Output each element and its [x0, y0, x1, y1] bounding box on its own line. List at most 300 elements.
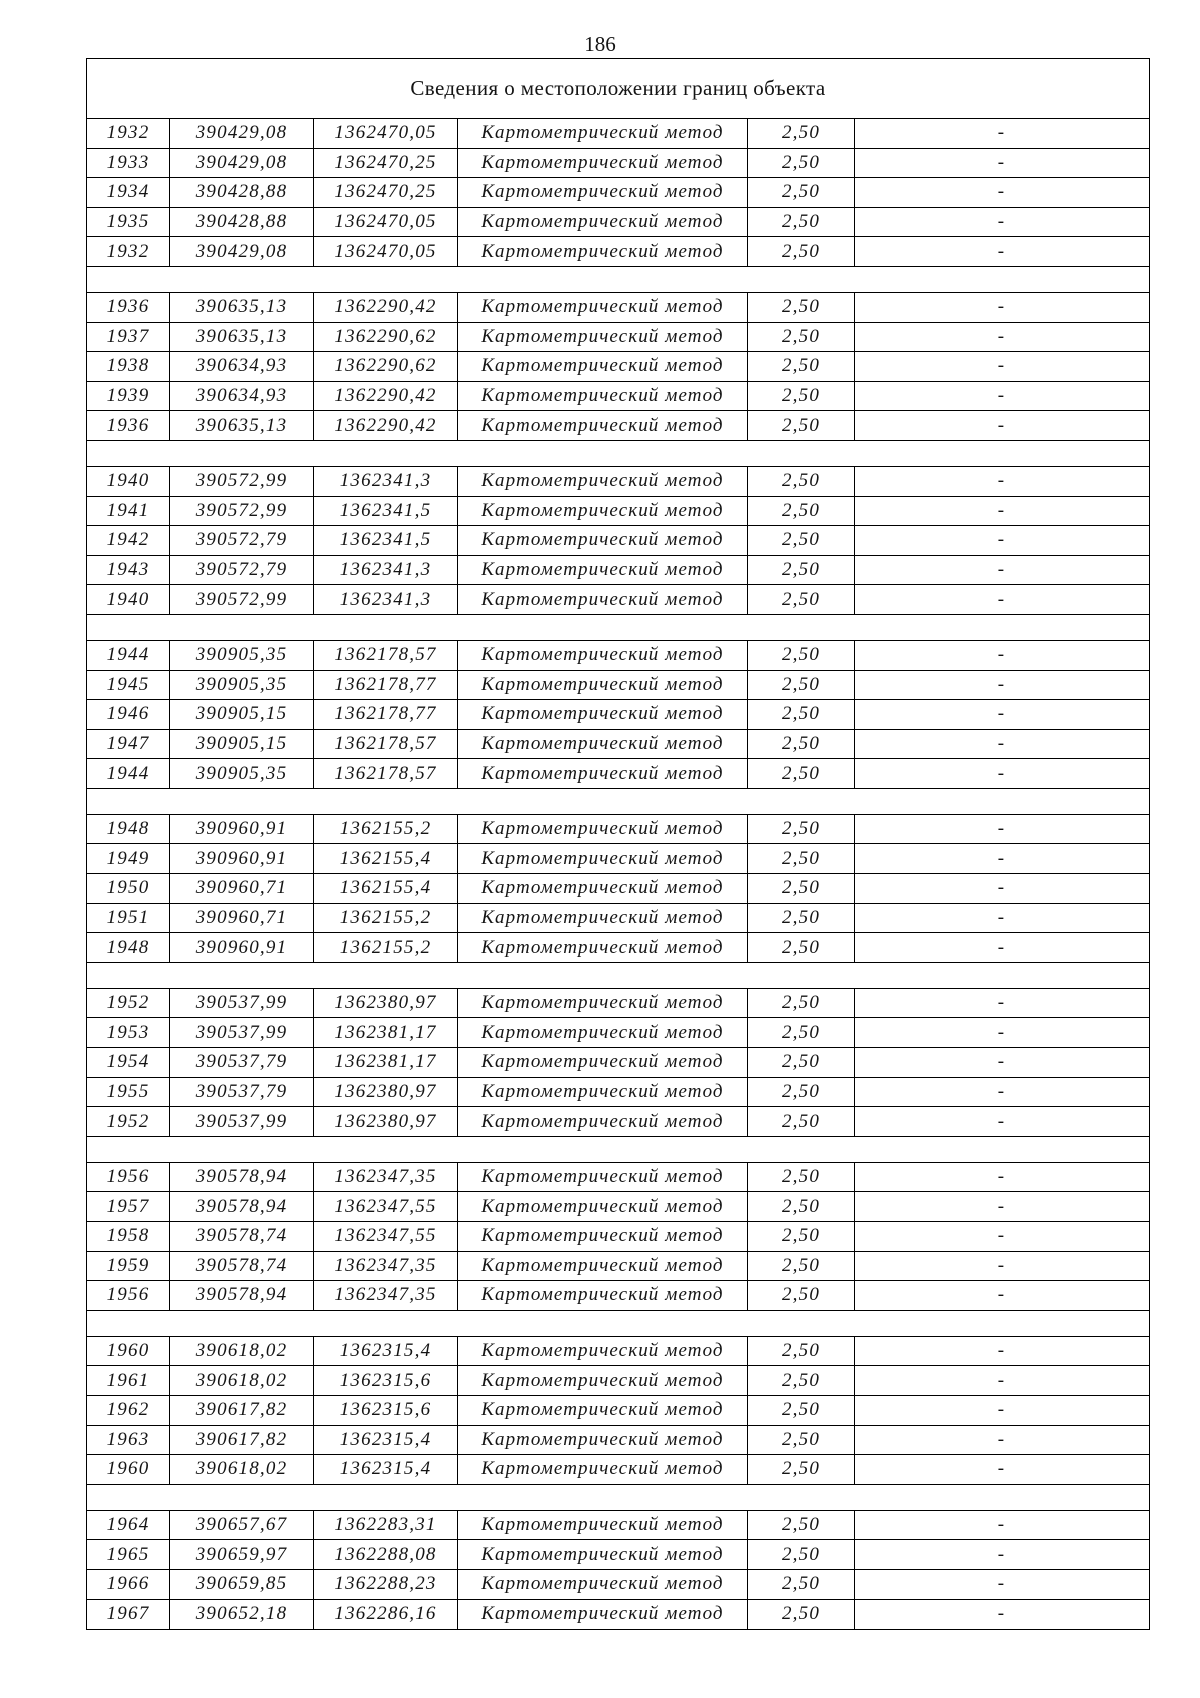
- cell-y-coordinate: 1362470,05: [314, 237, 458, 266]
- cell-method: Картометрический метод: [458, 1455, 748, 1484]
- cell-x-coordinate: 390960,71: [170, 904, 314, 933]
- cell-x-coordinate: 390652,18: [170, 1600, 314, 1630]
- cell-description: -: [997, 906, 1006, 928]
- cell-y-coordinate: 1362470,05: [314, 119, 458, 148]
- cell-y-coordinate: 1362178,57: [314, 730, 458, 759]
- cell-precision: 2,50: [748, 904, 855, 933]
- blank-separator-row: [87, 789, 1149, 815]
- cell-y-coordinate: 1362380,97: [314, 1107, 458, 1136]
- table-row: [87, 1107, 1149, 1137]
- table-row: [87, 411, 1149, 441]
- cell-x-coordinate: 390634,93: [170, 352, 314, 381]
- cell-precision: 2,50: [748, 1366, 855, 1395]
- cell-x-coordinate: 390659,85: [170, 1570, 314, 1599]
- cell-description: -: [997, 414, 1006, 436]
- table-row: [87, 585, 1149, 615]
- table-row: [87, 874, 1149, 904]
- cell-description: -: [997, 1051, 1006, 1073]
- cell-x-coordinate: 390635,13: [170, 323, 314, 352]
- cell-description: -: [997, 1080, 1006, 1102]
- cell-point-number: 1932: [87, 119, 170, 148]
- table-row: [87, 178, 1149, 208]
- table-row: [87, 323, 1149, 353]
- cell-x-coordinate: 390618,02: [170, 1337, 314, 1366]
- cell-y-coordinate: 1362341,3: [314, 585, 458, 614]
- cell-method: Картометрический метод: [458, 293, 748, 322]
- cell-point-number: 1937: [87, 323, 170, 352]
- cell-description: -: [997, 296, 1006, 318]
- cell-point-number: 1949: [87, 844, 170, 873]
- cell-description: -: [997, 877, 1006, 899]
- table-row: [87, 1570, 1149, 1600]
- cell-method: Картометрический метод: [458, 1570, 748, 1599]
- table-row: [87, 700, 1149, 730]
- blank-separator-row: [87, 1137, 1149, 1163]
- cell-description: -: [997, 588, 1006, 610]
- cell-point-number: 1955: [87, 1078, 170, 1107]
- cell-x-coordinate: 390572,99: [170, 497, 314, 526]
- table-row: [87, 1455, 1149, 1485]
- cell-y-coordinate: 1362341,5: [314, 526, 458, 555]
- cell-method: Картометрический метод: [458, 1078, 748, 1107]
- cell-method: Картометрический метод: [458, 208, 748, 237]
- cell-point-number: 1934: [87, 178, 170, 207]
- cell-precision: 2,50: [748, 1018, 855, 1047]
- cell-method: Картометрический метод: [458, 178, 748, 207]
- table-row: [87, 1540, 1149, 1570]
- cell-point-number: 1944: [87, 759, 170, 788]
- cell-x-coordinate: 390618,02: [170, 1455, 314, 1484]
- cell-precision: 2,50: [748, 208, 855, 237]
- cell-y-coordinate: 1362178,77: [314, 671, 458, 700]
- cell-precision: 2,50: [748, 237, 855, 266]
- cell-precision: 2,50: [748, 585, 855, 614]
- cell-precision: 2,50: [748, 119, 855, 148]
- cell-y-coordinate: 1362315,6: [314, 1366, 458, 1395]
- table-title: Сведения о местоположении границ объекта: [87, 59, 1149, 119]
- cell-method: Картометрический метод: [458, 1048, 748, 1077]
- cell-y-coordinate: 1362155,2: [314, 904, 458, 933]
- cell-x-coordinate: 390572,99: [170, 585, 314, 614]
- cell-method: Картометрический метод: [458, 1366, 748, 1395]
- cell-precision: 2,50: [748, 323, 855, 352]
- cell-description: -: [997, 732, 1006, 754]
- table-row: [87, 759, 1149, 789]
- cell-x-coordinate: 390635,13: [170, 293, 314, 322]
- cell-description: -: [997, 499, 1006, 521]
- cell-method: Картометрический метод: [458, 1163, 748, 1192]
- cell-description: -: [997, 1543, 1006, 1565]
- cell-y-coordinate: 1362283,31: [314, 1511, 458, 1540]
- cell-method: Картометрический метод: [458, 1600, 748, 1630]
- cell-description: -: [997, 703, 1006, 725]
- cell-point-number: 1965: [87, 1540, 170, 1569]
- cell-x-coordinate: 390960,91: [170, 844, 314, 873]
- cell-point-number: 1952: [87, 1107, 170, 1136]
- cell-x-coordinate: 390618,02: [170, 1366, 314, 1395]
- cell-y-coordinate: 1362290,42: [314, 382, 458, 411]
- cell-x-coordinate: 390537,99: [170, 1018, 314, 1047]
- cell-precision: 2,50: [748, 1048, 855, 1077]
- table-row: [87, 119, 1149, 149]
- cell-method: Картометрический метод: [458, 149, 748, 178]
- cell-point-number: 1956: [87, 1281, 170, 1310]
- cell-precision: 2,50: [748, 1396, 855, 1425]
- cell-description: -: [997, 1110, 1006, 1132]
- cell-description: -: [997, 559, 1006, 581]
- cell-precision: 2,50: [748, 352, 855, 381]
- cell-x-coordinate: 390657,67: [170, 1511, 314, 1540]
- cell-method: Картометрический метод: [458, 556, 748, 585]
- cell-point-number: 1948: [87, 815, 170, 844]
- cell-method: Картометрический метод: [458, 352, 748, 381]
- cell-precision: 2,50: [748, 293, 855, 322]
- cell-x-coordinate: 390634,93: [170, 382, 314, 411]
- cell-point-number: 1954: [87, 1048, 170, 1077]
- table-row: [87, 844, 1149, 874]
- cell-description: -: [997, 122, 1006, 144]
- cell-point-number: 1944: [87, 641, 170, 670]
- cell-precision: 2,50: [748, 1163, 855, 1192]
- cell-point-number: 1948: [87, 933, 170, 962]
- blank-separator-row: [87, 267, 1149, 293]
- cell-y-coordinate: 1362178,57: [314, 641, 458, 670]
- cell-description: -: [997, 762, 1006, 784]
- cell-x-coordinate: 390960,91: [170, 933, 314, 962]
- cell-x-coordinate: 390905,15: [170, 730, 314, 759]
- cell-description: -: [997, 1195, 1006, 1217]
- cell-method: Картометрический метод: [458, 671, 748, 700]
- cell-precision: 2,50: [748, 671, 855, 700]
- cell-y-coordinate: 1362155,4: [314, 844, 458, 873]
- cell-precision: 2,50: [748, 1426, 855, 1455]
- cell-y-coordinate: 1362290,42: [314, 293, 458, 322]
- cell-precision: 2,50: [748, 411, 855, 440]
- cell-precision: 2,50: [748, 467, 855, 496]
- cell-method: Картометрический метод: [458, 844, 748, 873]
- table-row: [87, 1018, 1149, 1048]
- blank-separator-row: [87, 1485, 1149, 1511]
- blank-separator-row: [87, 1311, 1149, 1337]
- cell-precision: 2,50: [748, 874, 855, 903]
- cell-x-coordinate: 390537,79: [170, 1048, 314, 1077]
- cell-description: -: [997, 1284, 1006, 1306]
- table-row: [87, 1366, 1149, 1396]
- table-row: [87, 1600, 1149, 1630]
- cell-x-coordinate: 390429,08: [170, 119, 314, 148]
- cell-y-coordinate: 1362341,3: [314, 556, 458, 585]
- cell-method: Картометрический метод: [458, 237, 748, 266]
- cell-point-number: 1963: [87, 1426, 170, 1455]
- cell-precision: 2,50: [748, 1337, 855, 1366]
- cell-description: -: [997, 181, 1006, 203]
- cell-y-coordinate: 1362155,2: [314, 815, 458, 844]
- blank-separator-row: [87, 963, 1149, 989]
- cell-y-coordinate: 1362341,5: [314, 497, 458, 526]
- cell-description: -: [997, 211, 1006, 233]
- table-row: [87, 237, 1149, 267]
- cell-method: Картометрический метод: [458, 323, 748, 352]
- cell-description: -: [997, 1254, 1006, 1276]
- cell-precision: 2,50: [748, 1107, 855, 1136]
- cell-x-coordinate: 390537,99: [170, 989, 314, 1018]
- cell-x-coordinate: 390572,79: [170, 556, 314, 585]
- cell-x-coordinate: 390428,88: [170, 178, 314, 207]
- cell-precision: 2,50: [748, 1078, 855, 1107]
- cell-y-coordinate: 1362470,25: [314, 178, 458, 207]
- cell-y-coordinate: 1362470,05: [314, 208, 458, 237]
- cell-precision: 2,50: [748, 641, 855, 670]
- cell-x-coordinate: 390578,94: [170, 1163, 314, 1192]
- cell-point-number: 1952: [87, 989, 170, 1018]
- table-row: [87, 671, 1149, 701]
- cell-point-number: 1961: [87, 1366, 170, 1395]
- cell-method: Картометрический метод: [458, 759, 748, 788]
- cell-point-number: 1964: [87, 1511, 170, 1540]
- cell-x-coordinate: 390578,94: [170, 1192, 314, 1221]
- cell-precision: 2,50: [748, 497, 855, 526]
- cell-y-coordinate: 1362347,35: [314, 1281, 458, 1310]
- cell-method: Картометрический метод: [458, 874, 748, 903]
- cell-x-coordinate: 390572,99: [170, 467, 314, 496]
- cell-description: -: [997, 240, 1006, 262]
- cell-precision: 2,50: [748, 700, 855, 729]
- cell-method: Картометрический метод: [458, 119, 748, 148]
- cell-point-number: 1947: [87, 730, 170, 759]
- table-row: [87, 497, 1149, 527]
- cell-precision: 2,50: [748, 526, 855, 555]
- cell-precision: 2,50: [748, 1455, 855, 1484]
- cell-y-coordinate: 1362315,6: [314, 1396, 458, 1425]
- cell-method: Картометрический метод: [458, 1396, 748, 1425]
- cell-precision: 2,50: [748, 382, 855, 411]
- cell-precision: 2,50: [748, 1252, 855, 1281]
- cell-x-coordinate: 390572,79: [170, 526, 314, 555]
- cell-description: -: [997, 1514, 1006, 1536]
- cell-precision: 2,50: [748, 1281, 855, 1310]
- cell-description: -: [997, 1369, 1006, 1391]
- table-row: [87, 382, 1149, 412]
- cell-y-coordinate: 1362347,35: [314, 1163, 458, 1192]
- cell-point-number: 1967: [87, 1600, 170, 1630]
- cell-x-coordinate: 390429,08: [170, 149, 314, 178]
- cell-point-number: 1953: [87, 1018, 170, 1047]
- cell-point-number: 1958: [87, 1222, 170, 1251]
- cell-description: -: [997, 936, 1006, 958]
- cell-x-coordinate: 390578,94: [170, 1281, 314, 1310]
- cell-precision: 2,50: [748, 815, 855, 844]
- cell-y-coordinate: 1362155,2: [314, 933, 458, 962]
- table-row: [87, 467, 1149, 497]
- cell-method: Картометрический метод: [458, 1252, 748, 1281]
- cell-method: Картометрический метод: [458, 815, 748, 844]
- cell-description: -: [997, 1225, 1006, 1247]
- cell-method: Картометрический метод: [458, 382, 748, 411]
- cell-description: -: [997, 1399, 1006, 1421]
- cell-x-coordinate: 390905,35: [170, 671, 314, 700]
- cell-description: -: [997, 1458, 1006, 1480]
- cell-method: Картометрический метод: [458, 1426, 748, 1455]
- cell-y-coordinate: 1362290,62: [314, 323, 458, 352]
- cell-point-number: 1938: [87, 352, 170, 381]
- cell-y-coordinate: 1362315,4: [314, 1426, 458, 1455]
- table-row: [87, 989, 1149, 1019]
- cell-point-number: 1933: [87, 149, 170, 178]
- cell-point-number: 1951: [87, 904, 170, 933]
- cell-x-coordinate: 390635,13: [170, 411, 314, 440]
- cell-precision: 2,50: [748, 1192, 855, 1221]
- cell-point-number: 1946: [87, 700, 170, 729]
- table-row: [87, 1511, 1149, 1541]
- cell-description: -: [997, 1166, 1006, 1188]
- cell-point-number: 1966: [87, 1570, 170, 1599]
- table-row: [87, 1281, 1149, 1311]
- table-row: [87, 933, 1149, 963]
- cell-point-number: 1936: [87, 293, 170, 322]
- cell-precision: 2,50: [748, 1540, 855, 1569]
- cell-x-coordinate: 390617,82: [170, 1396, 314, 1425]
- cell-x-coordinate: 390537,99: [170, 1107, 314, 1136]
- cell-method: Картометрический метод: [458, 1107, 748, 1136]
- cell-y-coordinate: 1362315,4: [314, 1337, 458, 1366]
- cell-description: -: [997, 1573, 1006, 1595]
- cell-x-coordinate: 390905,35: [170, 759, 314, 788]
- cell-y-coordinate: 1362315,4: [314, 1455, 458, 1484]
- cell-method: Картометрический метод: [458, 1192, 748, 1221]
- cell-y-coordinate: 1362470,25: [314, 149, 458, 178]
- cell-precision: 2,50: [748, 759, 855, 788]
- cell-description: -: [997, 355, 1006, 377]
- cell-y-coordinate: 1362381,17: [314, 1018, 458, 1047]
- cell-point-number: 1956: [87, 1163, 170, 1192]
- table-row: [87, 1078, 1149, 1108]
- table-row: [87, 1163, 1149, 1193]
- cell-point-number: 1940: [87, 467, 170, 496]
- cell-precision: 2,50: [748, 730, 855, 759]
- cell-precision: 2,50: [748, 1222, 855, 1251]
- cell-y-coordinate: 1362178,77: [314, 700, 458, 729]
- cell-y-coordinate: 1362347,55: [314, 1192, 458, 1221]
- cell-method: Картометрический метод: [458, 411, 748, 440]
- cell-point-number: 1943: [87, 556, 170, 585]
- cell-y-coordinate: 1362380,97: [314, 989, 458, 1018]
- cell-x-coordinate: 390617,82: [170, 1426, 314, 1455]
- cell-y-coordinate: 1362286,16: [314, 1600, 458, 1630]
- cell-point-number: 1935: [87, 208, 170, 237]
- cell-method: Картометрический метод: [458, 1337, 748, 1366]
- table-row: [87, 556, 1149, 586]
- table-row: [87, 208, 1149, 238]
- cell-x-coordinate: 390537,79: [170, 1078, 314, 1107]
- cell-method: Картометрический метод: [458, 585, 748, 614]
- cell-description: -: [997, 529, 1006, 551]
- cell-description: -: [997, 325, 1006, 347]
- cell-point-number: 1932: [87, 237, 170, 266]
- cell-point-number: 1962: [87, 1396, 170, 1425]
- table-row: [87, 641, 1149, 671]
- cell-y-coordinate: 1362347,35: [314, 1252, 458, 1281]
- table-row: [87, 1396, 1149, 1426]
- cell-method: Картометрический метод: [458, 641, 748, 670]
- table-row: [87, 526, 1149, 556]
- table-row: [87, 352, 1149, 382]
- cell-method: Картометрический метод: [458, 1511, 748, 1540]
- table-row: [87, 815, 1149, 845]
- blank-separator-row: [87, 441, 1149, 467]
- table-row: [87, 1192, 1149, 1222]
- cell-x-coordinate: 390960,71: [170, 874, 314, 903]
- table-row: [87, 149, 1149, 179]
- table-row: [87, 1252, 1149, 1282]
- cell-description: -: [997, 1603, 1006, 1625]
- cell-point-number: 1939: [87, 382, 170, 411]
- cell-y-coordinate: 1362380,97: [314, 1078, 458, 1107]
- cell-method: Картометрический метод: [458, 1222, 748, 1251]
- cell-description: -: [997, 151, 1006, 173]
- cell-x-coordinate: 390428,88: [170, 208, 314, 237]
- cell-point-number: 1959: [87, 1252, 170, 1281]
- cell-description: -: [997, 673, 1006, 695]
- cell-y-coordinate: 1362290,42: [314, 411, 458, 440]
- cell-method: Картометрический метод: [458, 1540, 748, 1569]
- cell-description: -: [997, 818, 1006, 840]
- cell-precision: 2,50: [748, 844, 855, 873]
- cell-method: Картометрический метод: [458, 933, 748, 962]
- cell-precision: 2,50: [748, 556, 855, 585]
- cell-y-coordinate: 1362341,3: [314, 467, 458, 496]
- cell-method: Картометрический метод: [458, 526, 748, 555]
- table-row: [87, 1048, 1149, 1078]
- cell-precision: 2,50: [748, 989, 855, 1018]
- blank-separator-row: [87, 615, 1149, 641]
- cell-method: Картометрический метод: [458, 1018, 748, 1047]
- cell-y-coordinate: 1362288,08: [314, 1540, 458, 1569]
- cell-y-coordinate: 1362290,62: [314, 352, 458, 381]
- cell-description: -: [997, 1021, 1006, 1043]
- cell-method: Картометрический метод: [458, 904, 748, 933]
- cell-x-coordinate: 390578,74: [170, 1252, 314, 1281]
- cell-point-number: 1942: [87, 526, 170, 555]
- cell-y-coordinate: 1362347,55: [314, 1222, 458, 1251]
- cell-description: -: [997, 992, 1006, 1014]
- cell-precision: 2,50: [748, 1570, 855, 1599]
- page-number: 186: [584, 32, 616, 56]
- cell-y-coordinate: 1362288,23: [314, 1570, 458, 1599]
- cell-x-coordinate: 390578,74: [170, 1222, 314, 1251]
- cell-y-coordinate: 1362381,17: [314, 1048, 458, 1077]
- cell-description: -: [997, 644, 1006, 666]
- cell-x-coordinate: 390960,91: [170, 815, 314, 844]
- cell-x-coordinate: 390659,97: [170, 1540, 314, 1569]
- cell-point-number: 1950: [87, 874, 170, 903]
- cell-point-number: 1940: [87, 585, 170, 614]
- table-row: [87, 293, 1149, 323]
- cell-description: -: [997, 470, 1006, 492]
- cell-description: -: [997, 847, 1006, 869]
- cell-x-coordinate: 390905,35: [170, 641, 314, 670]
- cell-method: Картометрический метод: [458, 700, 748, 729]
- cell-method: Картометрический метод: [458, 467, 748, 496]
- cell-point-number: 1960: [87, 1455, 170, 1484]
- cell-precision: 2,50: [748, 149, 855, 178]
- cell-point-number: 1957: [87, 1192, 170, 1221]
- cell-precision: 2,50: [748, 178, 855, 207]
- table-row: [87, 1426, 1149, 1456]
- cell-description: -: [997, 385, 1006, 407]
- cell-y-coordinate: 1362178,57: [314, 759, 458, 788]
- cell-x-coordinate: 390429,08: [170, 237, 314, 266]
- table-row: [87, 730, 1149, 760]
